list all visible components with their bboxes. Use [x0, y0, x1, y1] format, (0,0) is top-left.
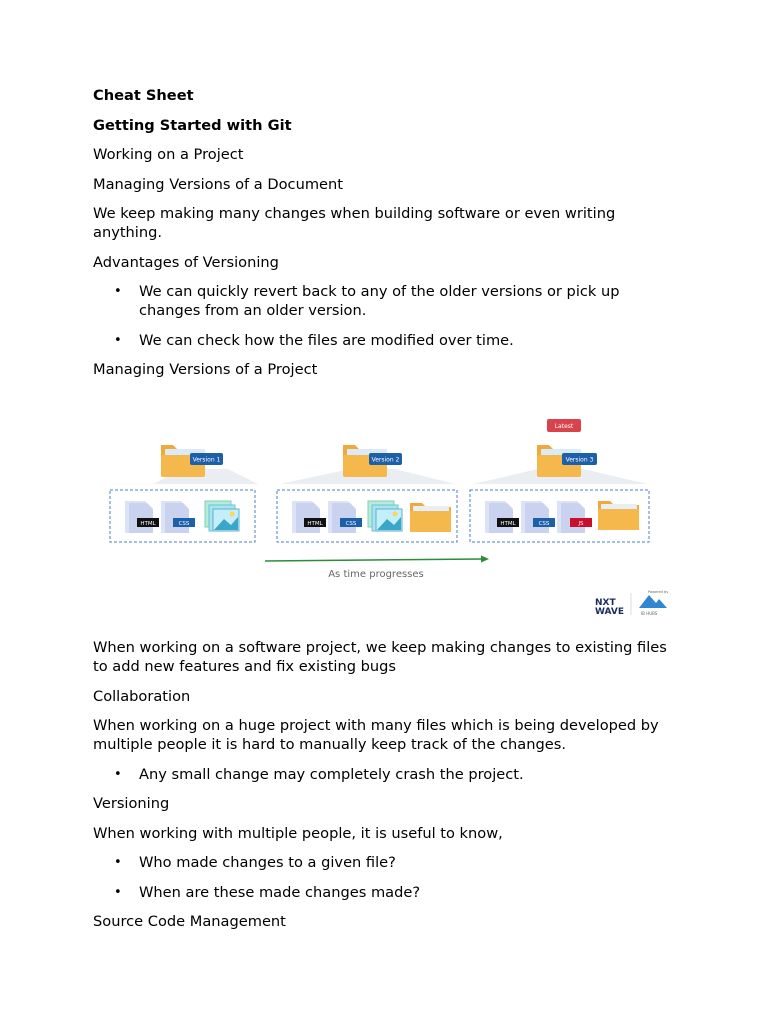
paragraph-versioning: When working with multiple people, it is useful to know,	[93, 824, 503, 842]
versioning-figure	[93, 397, 683, 622]
html-file-icon	[485, 501, 519, 533]
list-item: • We can check how the files are modified over time.	[93, 331, 683, 350]
css-file-icon	[161, 501, 195, 533]
js-file-icon	[557, 501, 592, 533]
versioning-list	[93, 853, 683, 902]
list-item: • We can quickly revert back to any of the older versions or pick up changes from an older version.	[93, 282, 683, 320]
heading-versioning: Versioning	[93, 795, 170, 812]
svg-text:NXT: NXT	[595, 598, 616, 608]
svg-text:Powered by: Powered by	[648, 590, 669, 594]
folder-icon	[410, 503, 451, 532]
svg-text:HTML: HTML	[140, 521, 156, 527]
mountain-icon	[639, 595, 667, 608]
advantages-list	[93, 282, 683, 350]
list-item: • Who made changes to a given file?	[93, 853, 683, 872]
svg-text:WAVE: WAVE	[595, 607, 624, 617]
html-file-icon	[292, 501, 326, 533]
version-2-group	[277, 445, 457, 542]
document-body	[93, 86, 683, 931]
version-label: Version 3	[565, 456, 594, 464]
heading-document-versions: Managing Versions of a Document	[93, 175, 343, 193]
heading-source-code-management: Source Code Management	[93, 913, 286, 930]
version-3-group	[470, 419, 649, 542]
paragraph-collaboration: When working on a huge project with many files which is being developed by multiple people it is hard to manually keep track of the changes.	[93, 717, 659, 753]
versioning-diagram	[93, 397, 683, 622]
version-label: Version 2	[371, 456, 400, 464]
heading-project-versions: Managing Versions of a Project	[93, 361, 318, 378]
svg-text:IB HUBS: IB HUBS	[641, 611, 658, 616]
doc-title: Cheat Sheet	[93, 87, 194, 104]
collaboration-list	[93, 765, 683, 784]
css-file-icon	[328, 501, 362, 533]
heading-working-on-project: Working on a Project	[93, 146, 244, 163]
heading-collaboration: Collaboration	[93, 687, 191, 705]
html-file-icon	[125, 501, 159, 533]
doc-subtitle: Getting Started with Git	[93, 116, 292, 134]
latest-label: Latest	[554, 423, 574, 430]
svg-text:HTML: HTML	[307, 521, 323, 527]
svg-text:CSS: CSS	[345, 521, 357, 527]
images-icon	[368, 501, 402, 531]
heading-advantages: Advantages of Versioning	[93, 253, 279, 271]
paragraph-changes: We keep making many changes when building software or even writing anything.	[93, 205, 616, 241]
svg-text:CSS: CSS	[178, 521, 190, 527]
list-item: • When are these made changes made?	[93, 883, 683, 902]
time-label: As time progresses	[328, 569, 424, 580]
paragraph-software: When working on a software project, we keep making changes to existing files to add new features and fix existing bugs	[93, 639, 667, 675]
folder-icon	[598, 501, 639, 530]
list-item: • Any small change may completely crash the project.	[93, 765, 683, 784]
version-1-group	[110, 445, 258, 542]
time-arrow	[265, 556, 489, 563]
svg-text:CSS: CSS	[538, 521, 550, 527]
images-icon	[205, 501, 239, 531]
css-file-icon	[521, 501, 555, 533]
nxtwave-logo	[595, 590, 668, 617]
svg-text:HTML: HTML	[500, 521, 516, 527]
version-label: Version 1	[192, 456, 221, 464]
svg-text:JS: JS	[578, 521, 584, 527]
